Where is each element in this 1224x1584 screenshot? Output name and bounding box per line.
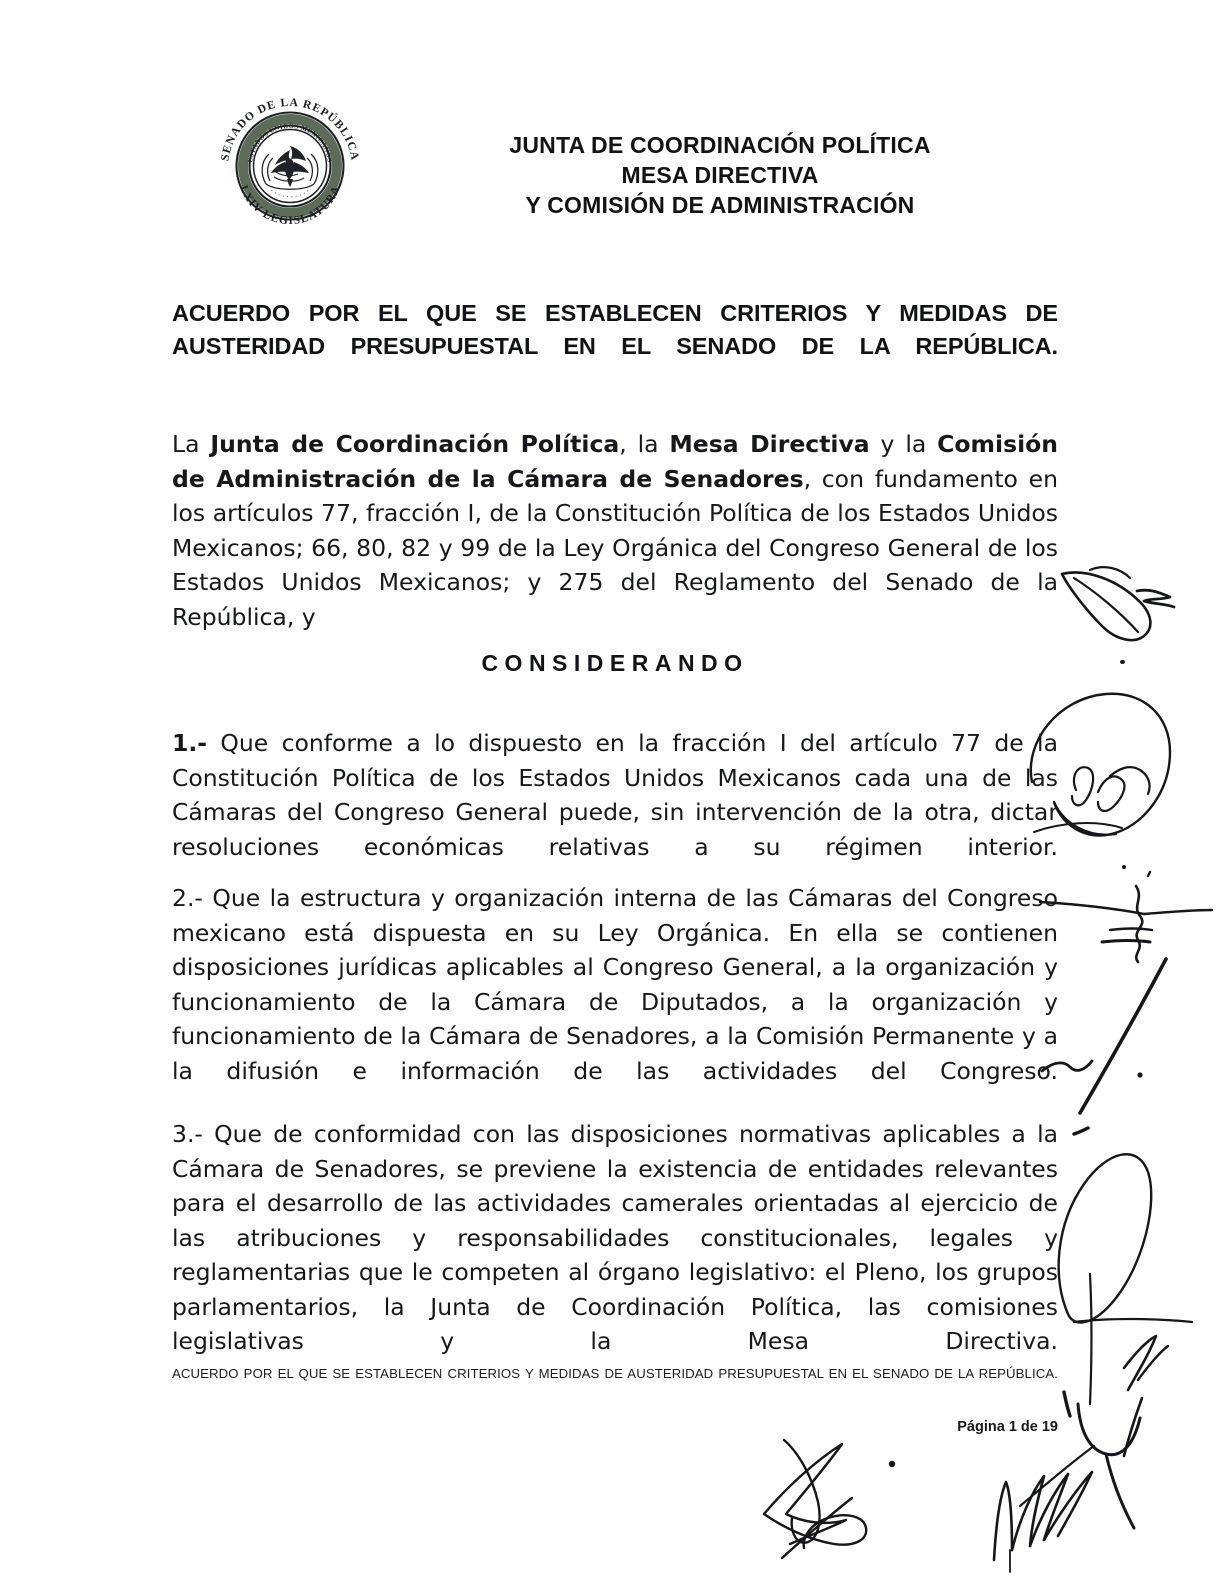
intro-bold-mesa: Mesa Directiva [669, 430, 870, 458]
clause-3-number: 3.- [172, 1120, 203, 1148]
footer-note: ACUERDO POR EL QUE SE ESTABLECEN CRITERIOS Y MEDIDAS DE AUSTERIDAD PRESUPUESTAL EN EL SENADO DE LA REPÚBLICA. [172, 1366, 1058, 1381]
page-number: Página 1 de 19 [957, 1419, 1058, 1435]
clause-2-number: 2.- [172, 884, 203, 912]
svg-text:ESTADOS UNIDOS MEXICANOS: ESTADOS UNIDOS MEXICANOS [247, 122, 333, 163]
clause-1-number: 1.- [172, 729, 208, 757]
clause-item-2 [172, 881, 1058, 1123]
clause-1-text: Que conforme a lo dispuesto en la fracción I del artículo 77 de la Constitución Política de los Estados Unidos Mexicanos cada una de las Cámaras del Congreso General puede, sin intervención de la otra, dictar resoluciones económicas relativas a su régimen interior. [172, 729, 1058, 861]
header-title-block [400, 130, 1040, 220]
header-line-2: MESA DIRECTIVA [621, 162, 819, 188]
scan-speck [1120, 660, 1125, 664]
intro-text-2: , la [619, 430, 670, 458]
svg-text:SENADO DE LA REPÚBLICA: SENADO DE LA REPÚBLICA [218, 95, 362, 162]
intro-bold-junta: Junta de Coordinación Política [210, 430, 620, 458]
intro-bold-comision: Comisión de Administración de la Cámara de Senadores [172, 430, 1059, 493]
document-header [0, 88, 1224, 248]
document-title: ACUERDO POR EL QUE SE ESTABLECEN CRITERIOS Y MEDIDAS DE AUSTERIDAD PRESUPUESTAL EN EL SENADO DE LA REPÚBLICA. [172, 300, 1058, 359]
signature-bottom-3 [1060, 1388, 1224, 1558]
signature-margin-1 [1034, 548, 1224, 678]
section-heading-considerando: CONSIDERANDO [481, 650, 749, 676]
header-line-3: Y COMISIÓN DE ADMINISTRACIÓN [525, 192, 915, 218]
intro-paragraph [172, 427, 1058, 634]
intro-text-3: y la [869, 430, 938, 458]
signature-margin-4 [1030, 955, 1224, 1145]
header-line-1: JUNTA DE COORDINACIÓN POLÍTICA [509, 132, 931, 158]
svg-text:· · · · · · · · · ·: · · · · · · · · · · [268, 187, 312, 201]
intro-text-1: La [172, 430, 211, 458]
signature-margin-3 [1040, 868, 1224, 978]
svg-text:LXIV LEGISLATURA: LXIV LEGISLATURA [237, 183, 343, 228]
signature-bottom-1 [756, 1418, 956, 1578]
senate-seal-icon [214, 88, 366, 238]
signature-margin-5 [1034, 1128, 1224, 1418]
scan-speck-2 [1122, 865, 1126, 869]
clause-2-text: Que la estructura y organización interna de las Cámaras del Congreso mexicano está dispuesta en su Ley Orgánica. En ella se contienen disposiciones jurídicas aplicables al Congreso General, a la organización y funcionamiento de la Cámara de Diputados, a la organización y funcionamiento de la Cámara de Senadores, a la Comisión Permanente y a la difusión e información de las actividades del Congreso. [172, 884, 1058, 1085]
intro-text-4: , con fundamento en los artículos 77, fracción I, de la Constitución Política de los Estados Unidos Mexicanos; 66, 80, 82 y 99 de la Ley Orgánica del Congreso General de los Estados Unidos Mexicanos; y 275 del Reglamento del Senado de la República, y [172, 464, 1058, 631]
clause-3-text: Que de conformidad con las disposiciones normativas aplicables a la Cámara de Senadores, se previene la existencia de entidades relevantes para el desarrollo de las actividades camerales orientadas al ejercicio de las atribuciones y responsabilidades constitucionales, legales y reglamentarias que le competen al órgano legislativo: el Pleno, los grupos parlamentarios, la Junta de Coordinación Política, las comisiones legislativas y la Mesa Directiva. [172, 1120, 1058, 1355]
clause-item-1 [172, 726, 1058, 899]
clause-item-3 [172, 1117, 1058, 1393]
